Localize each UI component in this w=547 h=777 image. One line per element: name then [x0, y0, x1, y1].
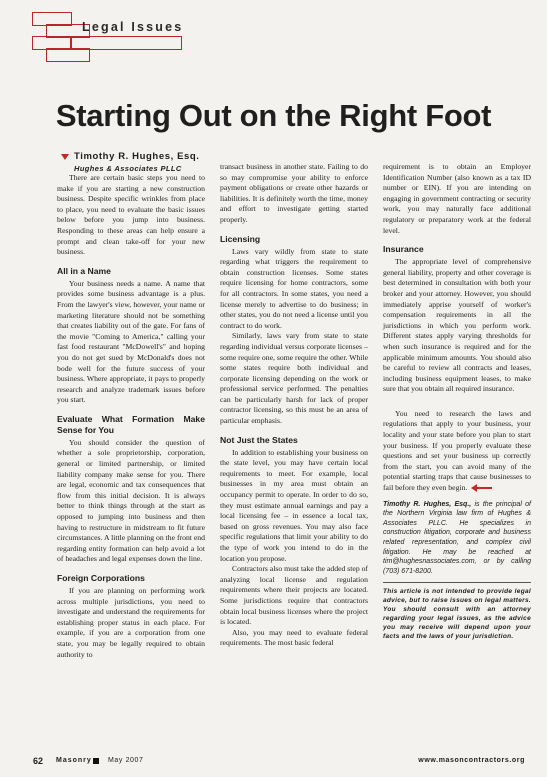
page-footer: [0, 756, 547, 770]
author-firm: Hughes & Associates PLLC: [74, 164, 182, 173]
issue-date: May 2007: [108, 757, 144, 764]
column-3: [383, 162, 531, 641]
triangle-bullet-icon: [61, 154, 69, 160]
paragraph: Similarly, laws vary from state to state regarding individual versus corporate licenses – some require one, some require the other. While some states require both individual and corporate licensing depending on the work or professional service performed. The penalties can be particularly harsh for lack of proper contractor licensing, so this must be an area of particular emphasis.: [220, 331, 368, 426]
brick-shape: [46, 48, 90, 62]
paragraph: transact business in another state. Failing to do so may compromise your ability to enforce payment obligations or create other hazards or liabilities. It is definitely worth the time, money and effort to investigate getting started properly.: [220, 162, 368, 224]
closing-text: You need to research the laws and regulations that apply to your business, your locality and your state before you plan to start your business. If you properly evaluate these questions and set your business up correctly from the start, you can avoid many of the potential starting traps that cause businesses to fail before they even begin.: [383, 408, 531, 493]
heading-insurance: Insurance: [383, 244, 424, 255]
paragraph: If you are planning on performing work across multiple jurisdictions, you need to investigate and understand the requirements for establishing proper status in each place. For example, if you are a corporation from one state, you may be legally required to obtain authority to: [57, 586, 205, 659]
end-arrow-icon: [471, 484, 493, 492]
section-label: Legal Issues: [82, 20, 184, 34]
paragraph: In addition to establishing your business on the state level, you may have certain local requirements to meet. For example, local businesses in my area must obtain an occupancy permit to operate. In order to do so, they must estimate annual earnings and pay a local licensing fee – in essence a local tax, based on gross revenues. You may also face specific regulations that limit your ability to do the type of work you intend to do in the location you propose.: [220, 447, 368, 563]
heading-not-just-the-states: Not Just the States: [220, 434, 298, 445]
heading-foreign-corporations: Foreign Corporations: [57, 573, 145, 583]
paragraph: The appropriate level of comprehensive general liability, property and other coverage is best determined in consultation with both your broker and your attorney. However, you should immediately apprise yourself of worker's compensation requirements in all the jurisdictions in which you perform work. Different states apply varying thresholds for when such insurance is required and for the applicable minimum amounts. You should also be careful to review all contracts and leases, including business equipment leases, to make sure that you obtain all required insurance.: [383, 257, 531, 394]
paragraph: You should consider the question of whether a sole proprietorship, corporation, general or limited partnership, or limited liability company make sense for you. There are legal, economic and tax consequences that flow from this initial decision. It is always better to think things through at the start as opposed to jumping into business and then having to restructure in midstream to fit future circumstances. A little planning on the front end regarding entity formation can help avoid a lot of headaches and legal expenses down the line.: [57, 437, 205, 564]
column-1: [57, 163, 205, 660]
bio-text: is the principal of the Northern Virginia law firm of Hughes & Associates PLLC. He specializes in construction litigation, corporate and business related representation, and complex civil litigation. He may be reached at tim@hughesnassociates.com, or by calling (703) 671-8200.: [383, 500, 531, 575]
closing-paragraph: [383, 409, 531, 494]
page-number: 62: [33, 756, 44, 766]
paragraph: requirement is to obtain an Employer Identification Number (also known as a tax ID number or EIN). If you are intending on engaging in government contracting or security work, you may naturally face additional regulatory or preparatory work at the federal level.: [383, 162, 531, 235]
article-title: Starting Out on the Right Foot: [55, 97, 492, 133]
square-bullet-icon: [93, 758, 99, 764]
paragraph: Laws vary wildly from state to state regarding what triggers the requirement to obtain construction licenses. Some states require licensing for home contractors, some for all contractors. In some states, you need a license merely to advertise to do business; in other states, you do not need a license until you contract to do work.: [220, 246, 368, 330]
author-bio: [383, 500, 531, 577]
paragraph: Also, you may need to evaluate federal requirements. The most basic federal: [220, 627, 368, 648]
divider: [383, 582, 531, 583]
paragraph: Contractors also must take the added step of analyzing local license and regulation requirements where their projects are located. Some jurisdictions require that contractors obtain local business licenses where the project is located.: [220, 564, 368, 627]
heading-all-in-a-name: All in a Name: [57, 265, 111, 276]
author-name: Timothy R. Hughes, Esq.: [74, 151, 200, 162]
disclaimer: This article is not intended to provide legal advice, but to raise issues on legal matters. You should consult with an attorney regarding your legal issues, as the advice you may receive will depend upon your facts and the laws of your jurisdiction.: [383, 588, 531, 641]
paragraph: Your business needs a name. A name that provides some business advantage is a plus. From the lawyer's view, however, your name or marketing literature should not be something that creates liability out of the gate. For fans of the movie "Coming to America," calling your fast food restaurant "McDowell's" and hoping you do not get sued by McDonald's does not bode well for the future success of your business. Where appropriate, it pays to properly research and analyze trademark issues before you start.: [57, 278, 205, 405]
intro-paragraph: There are certain basic steps you need to make if you are starting a new construction business. Despite specific wrinkles from place to place, you need to evaluate the basic issues below before you jump into business. Responding to these areas can help ensure a prompt and clean take-off for your new business.: [57, 173, 205, 257]
heading-formation: Evaluate What Formation Make Sense for You: [57, 413, 205, 435]
heading-licensing: Licensing: [220, 233, 261, 244]
website-url: www.masoncontractors.org: [418, 757, 525, 764]
column-2: [220, 162, 368, 649]
bio-name: Timothy R. Hughes, Esq.,: [383, 500, 472, 508]
magazine-name: Masonry: [56, 757, 92, 764]
